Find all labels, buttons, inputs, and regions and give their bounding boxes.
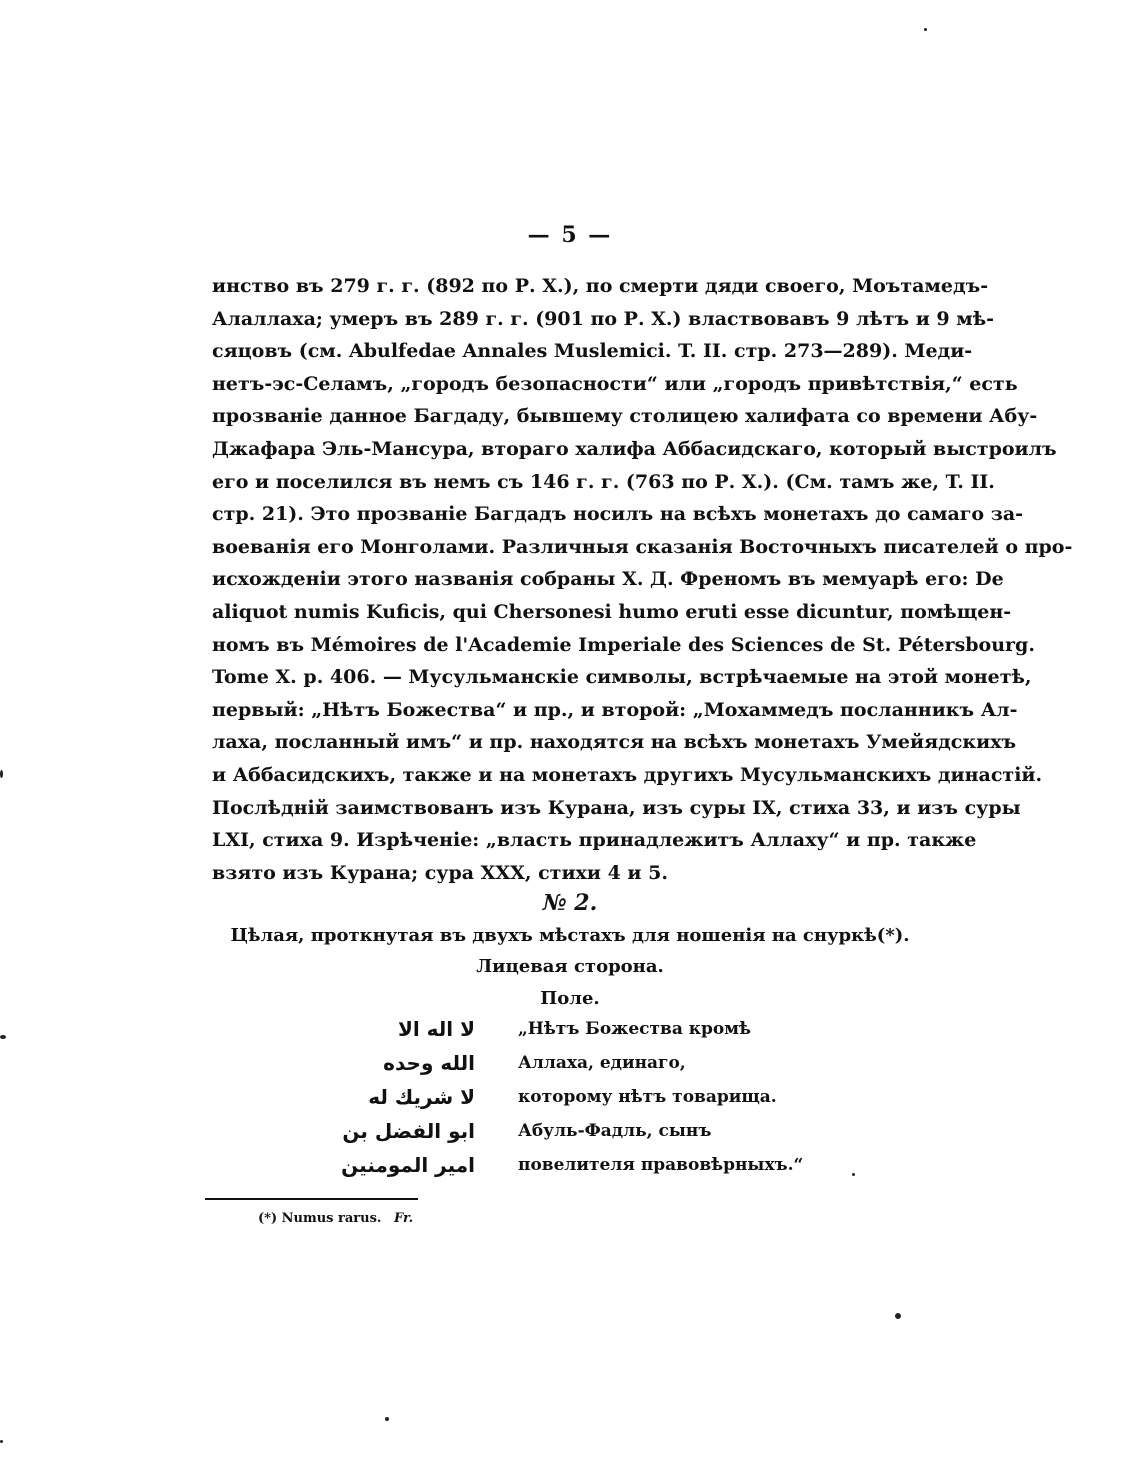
coin-inscription <box>300 1017 820 1187</box>
arabic-text: ابو الفضل بن <box>342 1119 475 1143</box>
translation-text: Абуль-Фадль, сынъ <box>518 1121 712 1141</box>
footnote-marker: (*) <box>258 1211 278 1226</box>
text-line: стр. 21). Это прозваніе Багдадъ носилъ на всѣхъ монетахъ до самаго за- <box>212 503 1024 526</box>
footnote <box>258 1211 413 1226</box>
text-line: Алаллаха; умеръ въ 289 г. г. (901 по Р. Х.) властвовавъ 9 лѣтъ и 9 мѣ- <box>212 307 995 330</box>
inscription-row <box>300 1085 820 1119</box>
arabic-text: لا شريك له <box>368 1085 475 1109</box>
text-line: его и поселился въ немъ съ 146 г. г. (763 по Р. Х.). (См. тамъ же, T. II. <box>212 470 995 493</box>
text-line: прозваніе данное Багдаду, бывшему столицею халифата со времени Абу- <box>212 405 1038 428</box>
text-line: исхожденіи этого названія собраны Х. Д. Френомъ въ мемуарѣ его: De <box>212 568 1004 591</box>
arabic-text: امير المومنين <box>341 1153 475 1177</box>
main-text <box>212 270 1073 889</box>
text-line: нетъ-эс-Селамъ, „городъ безопасности“ или „городъ привѣтствія,“ есть <box>212 372 1018 395</box>
scan-speck <box>895 1313 901 1319</box>
arabic-text: الله وحده <box>383 1051 475 1075</box>
page-number: — 5 — <box>527 222 613 248</box>
text-line: aliquot numis Kuficis, qui Chersonesi humo eruti esse dicuntur, помѣщен- <box>212 600 1012 623</box>
inscription-row <box>300 1051 820 1085</box>
section-number: № 2. <box>542 890 598 916</box>
scan-speck <box>385 1417 389 1421</box>
text-line: и Аббасидскихъ, также и на монетахъ другихъ Мусульманскихъ династій. <box>212 763 1043 786</box>
text-line: лаха, посланный имъ“ и пр. находятся на всѣхъ монетахъ Умейядскихъ <box>212 731 1017 754</box>
translation-text: повелителя правовѣрныхъ.“ <box>518 1155 804 1175</box>
coin-description: Цѣлая, проткнутая въ двухъ мѣстахъ для ношенія на снуркѣ(*). <box>230 925 910 946</box>
text-line: взято изъ Курана; сура ХХХ, стихи 4 и 5. <box>212 861 668 884</box>
arabic-text: لا اله الا <box>397 1017 475 1041</box>
translation-text: Аллаха, единаго, <box>518 1053 686 1073</box>
footnote-author: Fr. <box>393 1211 414 1226</box>
text-line: Послѣдній заимствованъ изъ Курана, изъ суры IX, стиха 33, и изъ суры <box>212 796 1021 819</box>
text-line: инство въ 279 г. г. (892 по Р. Х.), по смерти дяди своего, Моътамедъ- <box>212 275 989 297</box>
footnote-divider <box>205 1198 418 1200</box>
obverse-label: Лицевая сторона. <box>476 956 664 977</box>
translation-text: „Нѣтъ Божества кромѣ <box>518 1019 751 1039</box>
text-line: LXI, стиха 9. Изрѣченіе: „власть принадлежитъ Аллаху“ и пр. также <box>212 829 977 852</box>
text-line: Джафара Эль-Мансура, втораго халифа Аббасидскаго, который выстроилъ <box>212 437 1057 460</box>
translation-text: которому нѣтъ товарища. <box>518 1087 777 1107</box>
scan-speck <box>924 28 927 31</box>
scan-speck <box>0 770 3 778</box>
footnote-text: Numus rarus. <box>281 1211 382 1226</box>
scan-speck <box>0 1035 6 1039</box>
inscription-row <box>300 1153 820 1187</box>
text-line: сяцовъ (см. Abulfedae Annales Muslemici. T. II. стр. 273—289). Меди- <box>212 340 973 363</box>
inscription-row <box>300 1017 820 1051</box>
text-line: Tome X. p. 406. — Мусульманскіе символы, встрѣчаемые на этой монетѣ, <box>212 666 1032 689</box>
inscription-row <box>300 1119 820 1153</box>
text-line: номъ въ Mémoires de l'Academie Imperiale des Sciences de St. Pétersbourg. <box>212 633 1035 656</box>
text-line: первый: „Нѣтъ Божества“ и пр., и второй: „Мохаммедъ посланникъ Ал- <box>212 698 1018 721</box>
scan-speck <box>0 1440 3 1443</box>
text-line: воеванія его Монголами. Различныя сказанія Восточныхъ писателей о про- <box>212 535 1073 558</box>
field-label: Поле. <box>540 988 600 1009</box>
scan-speck <box>852 1173 855 1176</box>
